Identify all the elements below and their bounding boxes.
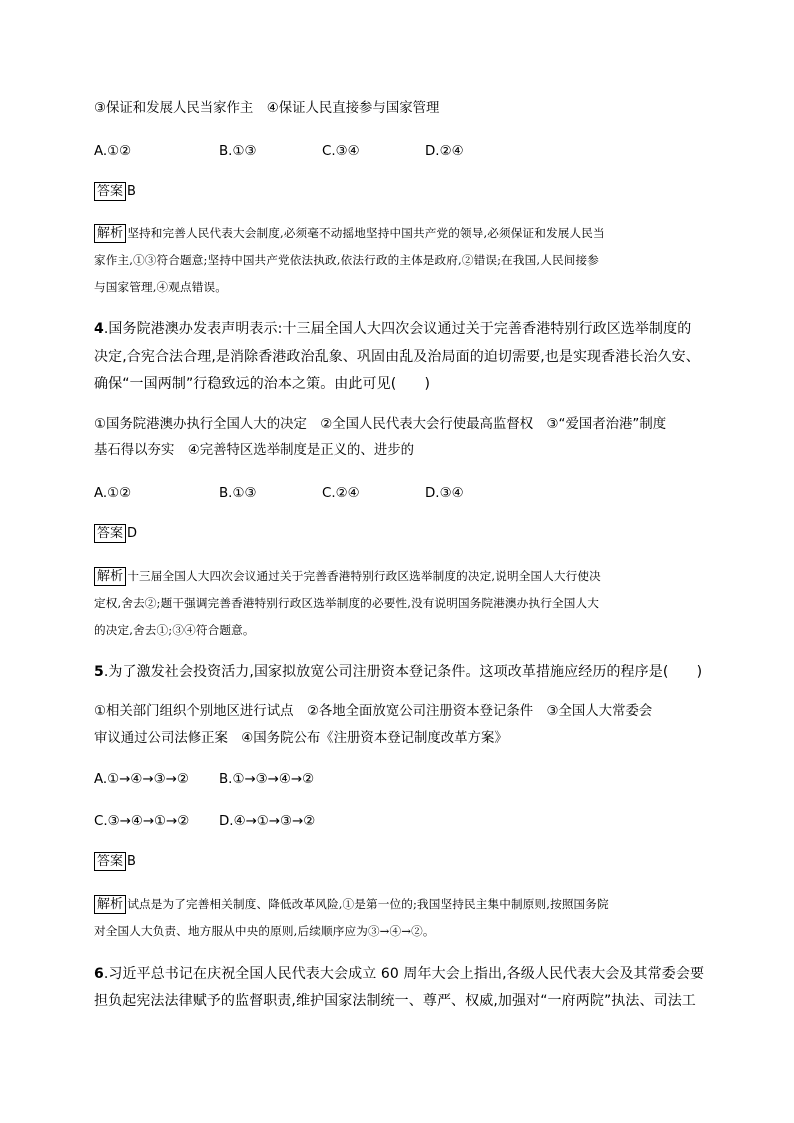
stem-text: .为了激发社会投资活力,国家拟放宽公司注册资本登记条件。这项改革措施应经历的程序是( ) xyxy=(103,664,703,680)
q5-analysis-line-1 xyxy=(94,895,609,914)
q4-analysis-line-1 xyxy=(94,567,601,586)
answer-label: 答案 xyxy=(94,182,126,201)
q4-option-a: A.①② xyxy=(94,486,132,501)
q4-answer xyxy=(94,524,137,544)
q4-option-d: D.③④ xyxy=(425,486,464,501)
analysis-label: 解析 xyxy=(94,895,126,914)
q4-items-line-1: ①国务院港澳办执行全国人大的决定 ②全国人民代表大会行使最高监督权 ③“爱国者治港”制度 xyxy=(94,417,667,432)
q3-analysis-line-3: 与国家管理,④观点错误。 xyxy=(94,280,228,294)
q5-option-d: D.④→①→③→② xyxy=(219,814,316,829)
q6-stem-line-2: 担负起宪法法律赋予的监督职责,维护国家法制统一、尊严、权威,加强对“一府两院”执法、司法工 xyxy=(94,993,696,1009)
question-number: 5 xyxy=(94,664,104,680)
q4-items-line-2: 基石得以夯实 ④完善特区选举制度是正义的、进步的 xyxy=(94,443,414,458)
q3-items-line: ③保证和发展人民当家作主 ④保证人民直接参与国家管理 xyxy=(94,101,440,116)
q5-items-line-1: ①相关部门组织个别地区进行试点 ②各地全面放宽公司注册资本登记条件 ③全国人大常委会 xyxy=(94,704,653,719)
analysis-text: 坚持和完善人民代表大会制度,必须毫不动摇地坚持中国共产党的领导,必须保证和发展人民当 xyxy=(127,226,605,240)
q5-analysis-line-2: 对全国人大负责、地方服从中央的原则,后续顺序应为③→④→②。 xyxy=(94,924,435,938)
q5-stem-line-1 xyxy=(94,662,702,682)
analysis-label: 解析 xyxy=(94,224,126,243)
answer-value: B xyxy=(127,854,136,869)
analysis-text: 十三届全国人大四次会议通过关于完善香港特别行政区选举制度的决定,说明全国人大行使决 xyxy=(127,569,601,583)
q3-analysis-line-2: 家作主,①③符合题意;坚持中国共产党依法执政,依法行政的主体是政府,②错误;在我国,人民间接参 xyxy=(94,253,599,267)
q3-analysis-line-1 xyxy=(94,224,605,243)
q4-stem-line-1 xyxy=(94,319,691,339)
question-number: 6 xyxy=(94,966,104,982)
q3-option-b: B.①③ xyxy=(219,144,257,159)
answer-label: 答案 xyxy=(94,852,126,871)
q6-stem-line-1 xyxy=(94,964,704,984)
q5-option-b: B.①→③→④→② xyxy=(219,772,315,787)
q3-option-d: D.②④ xyxy=(425,144,464,159)
q3-option-a: A.①② xyxy=(94,144,132,159)
analysis-text: 试点是为了完善相关制度、降低改革风险,①是第一位的;我国坚持民主集中制原则,按照国务院 xyxy=(127,897,609,911)
q5-option-c: C.③→④→①→② xyxy=(94,814,190,829)
q5-option-a: A.①→④→③→② xyxy=(94,772,189,787)
q4-stem-line-3: 确保“一国两制”行稳致远的治本之策。由此可见( ) xyxy=(94,376,431,392)
stem-text: .国务院港澳办发表声明表示:十三届全国人大四次会议通过关于完善香港特别行政区选举制度的 xyxy=(103,321,692,337)
q3-answer xyxy=(94,182,136,202)
q4-option-c: C.②④ xyxy=(322,486,360,501)
q4-option-b: B.①③ xyxy=(219,486,257,501)
q4-analysis-line-3: 的决定,舍去①;③④符合题意。 xyxy=(94,623,255,637)
question-number: 4 xyxy=(94,321,104,337)
q4-stem-line-2: 决定,合宪合法合理,是消除香港政治乱象、巩固由乱及治局面的迫切需要,也是实现香港长治久安、 xyxy=(94,349,700,365)
analysis-label: 解析 xyxy=(94,567,126,586)
answer-value: B xyxy=(127,184,136,199)
q5-answer xyxy=(94,852,136,872)
answer-label: 答案 xyxy=(94,524,126,543)
q5-items-line-2: 审议通过公司法修正案 ④国务院公布《注册资本登记制度改革方案》 xyxy=(94,731,508,746)
answer-value: D xyxy=(127,526,138,541)
q4-analysis-line-2: 定权,舍去②;题干强调完善香港特别行政区选举制度的必要性,没有说明国务院港澳办执行全国人大 xyxy=(94,596,599,610)
q3-option-c: C.③④ xyxy=(322,144,360,159)
stem-text: .习近平总书记在庆祝全国人民代表大会成立 60 周年大会上指出,各级人民代表大会及其常委会要 xyxy=(103,966,705,982)
